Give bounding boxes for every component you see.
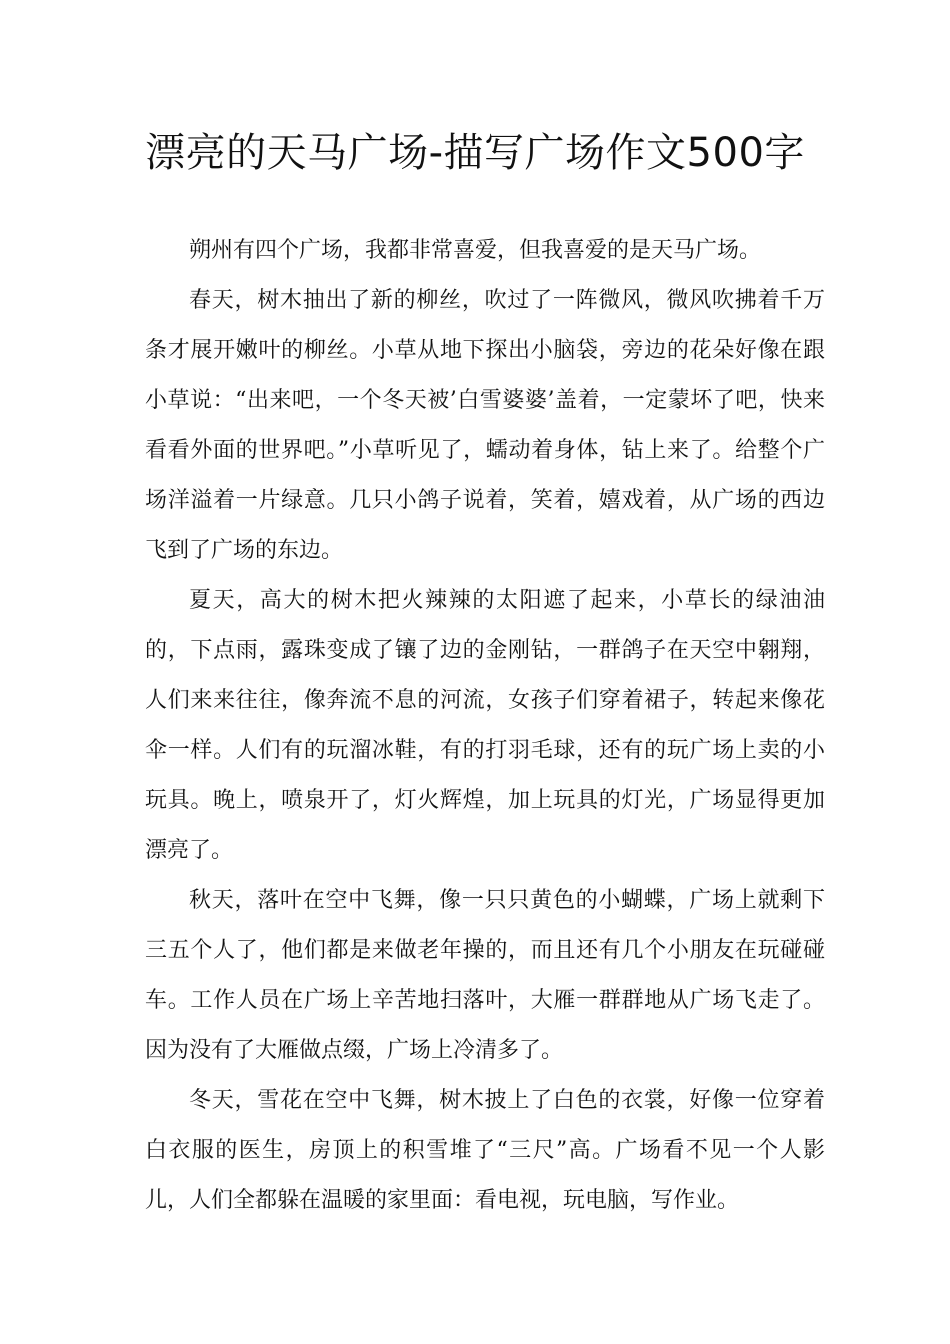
document-title: 漂亮的天马广场-描写广场作文500字: [145, 130, 805, 176]
document-body: [145, 226, 825, 1226]
paragraph-intro: 朔州有四个广场，我都非常喜爱，但我喜爱的是天马广场。: [189, 238, 762, 263]
paragraph-winter: 冬天，雪花在空中飞舞，树木披上了白色的衣裳，好像一位穿着白衣服的医生，房顶上的积雪堆了“三尺”高。广场看不见一个人影儿，人们全都躲在温暖的家里面：看电视，玩电脑，写作业。: [145, 1088, 825, 1213]
paragraph-summer: 夏天，高大的树木把火辣辣的太阳遮了起来，小草长的绿油油的，下点雨，露珠变成了镶了边的金刚钻，一群鸽子在天空中翱翔，人们来来往往，像奔流不息的河流，女孩子们穿着裙子，转起来像花伞一样。人们有的玩溜冰鞋，有的打羽毛球，还有的玩广场上卖的小玩具。晚上，喷泉开了，灯火辉煌，加上玩具的灯光，广场显得更加漂亮了。: [145, 588, 825, 863]
paragraph-autumn: 秋天，落叶在空中飞舞，像一只只黄色的小蝴蝶，广场上就剩下三五个人了，他们都是来做老年操的，而且还有几个小朋友在玩碰碰车。工作人员在广场上辛苦地扫落叶，大雁一群群地从广场飞走了。因为没有了大雁做点缀，广场上冷清多了。: [145, 888, 825, 1063]
paragraph-spring: 春天，树木抽出了新的柳丝，吹过了一阵微风，微风吹拂着千万条才展开嫩叶的柳丝。小草从地下探出小脑袋，旁边的花朵好像在跟小草说：“出来吧，一个冬天被’白雪婆婆’盖着，一定蒙坏了吧，快来看看外面的世界吧。”小草听见了，蠕动着身体，钻上来了。给整个广场洋溢着一片绿意。几只小鸽子说着，笑着，嬉戏着，从广场的西边飞到了广场的东边。: [145, 288, 825, 563]
